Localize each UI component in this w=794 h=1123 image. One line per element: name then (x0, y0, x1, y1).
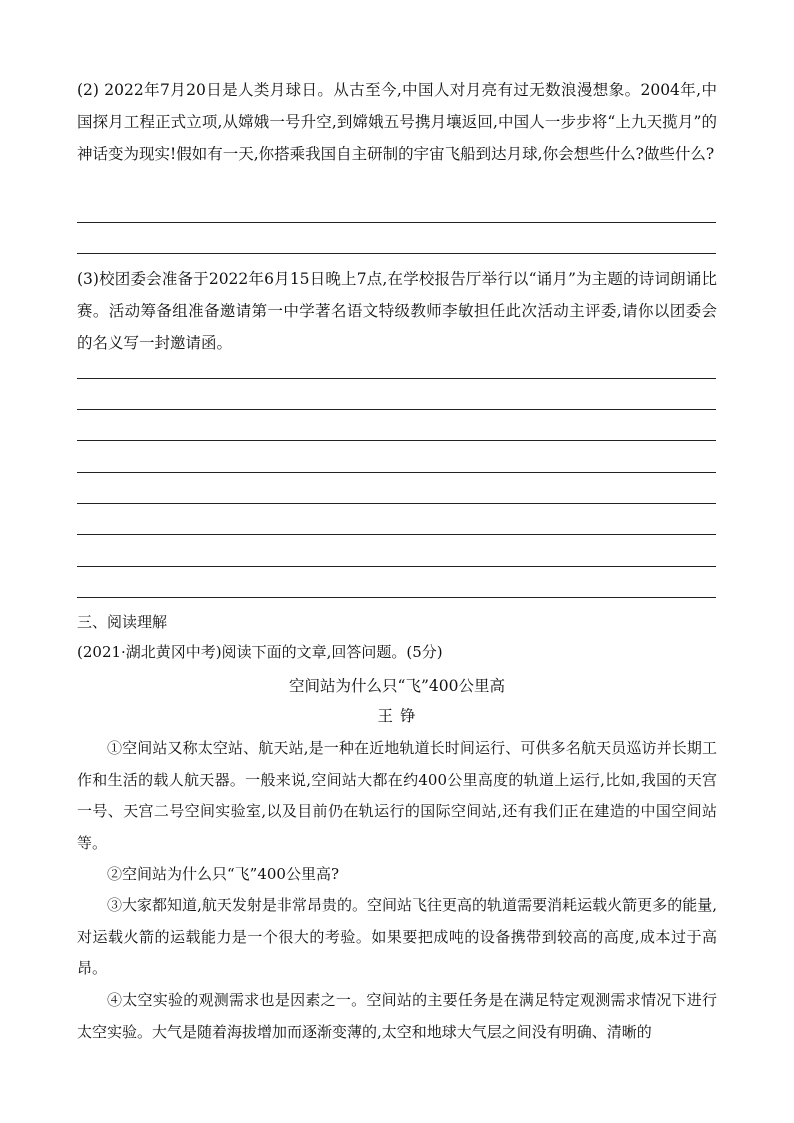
article-author: 王 铮 (377, 707, 417, 725)
answer-line[interactable] (77, 253, 716, 254)
question-2-text: (2) 2022年7月20日是人类月球日。从古至今,中国人对月亮有过无数浪漫想象。2004年,中国探月工程正式立项,从嫦娥一号升空,到嫦娥五号携月壤返回,中国人一步步将“上九天揽月”的神话变为现实!假如有一天,你搭乘我国自主研制的宇宙飞船到达月球,你会想些什么?做些什么? (77, 81, 717, 163)
answer-line[interactable] (77, 409, 716, 410)
answer-line[interactable] (77, 503, 716, 504)
answer-line[interactable] (77, 440, 716, 441)
section-heading: 三、阅读理解 (77, 613, 168, 631)
article-paragraph-4: ④太空实验的观测需求也是因素之一。空间站的主要任务是在满足特定观测需求情况下进行太空实验。大气是随着海拔增加而逐渐变薄的,太空和地球大气层之间没有明确、清晰的 (77, 991, 717, 1041)
answer-line[interactable] (77, 566, 716, 567)
section-source: (2021·湖北黄冈中考)阅读下面的文章,回答问题。(5分) (77, 643, 443, 661)
answer-line[interactable] (77, 597, 716, 598)
answer-line[interactable] (77, 472, 716, 473)
answer-line[interactable] (77, 378, 716, 379)
article-paragraph-1: ①空间站又称太空站、航天站,是一种在近地轨道长时间运行、可供多名航天员巡访并长期工作和生活的载人航天器。一般来说,空间站大都在约400公里高度的轨道上运行,比如,我国的天宫一号、天宫二号空间实验室,以及目前仍在轨运行的国际空间站,还有我们正在建造的中国空间站等。 (77, 739, 717, 852)
article-paragraph-3: ③大家都知道,航天发射是非常昂贵的。空间站飞往更高的轨道需要消耗运载火箭更多的能量,对运载火箭的运载能力是一个很大的考验。如果要把成吨的设备携带到较高的高度,成本过于高昂。 (77, 896, 717, 977)
article-title: 空间站为什么只“飞”400公里高 (289, 677, 505, 695)
article-paragraph-2: ②空间站为什么只“飞”400公里高? (107, 865, 340, 883)
answer-line[interactable] (77, 534, 716, 535)
answer-line[interactable] (77, 222, 716, 223)
question-3-text: (3)校团委会准备于2022年6月15日晚上7点,在学校报告厅举行以“诵月”为主题的诗词朗诵比赛。活动筹备组准备邀请第一中学著名语文特级教师李敏担任此次活动主评委,请你以团委会的名义写一封邀请函。 (77, 270, 717, 352)
